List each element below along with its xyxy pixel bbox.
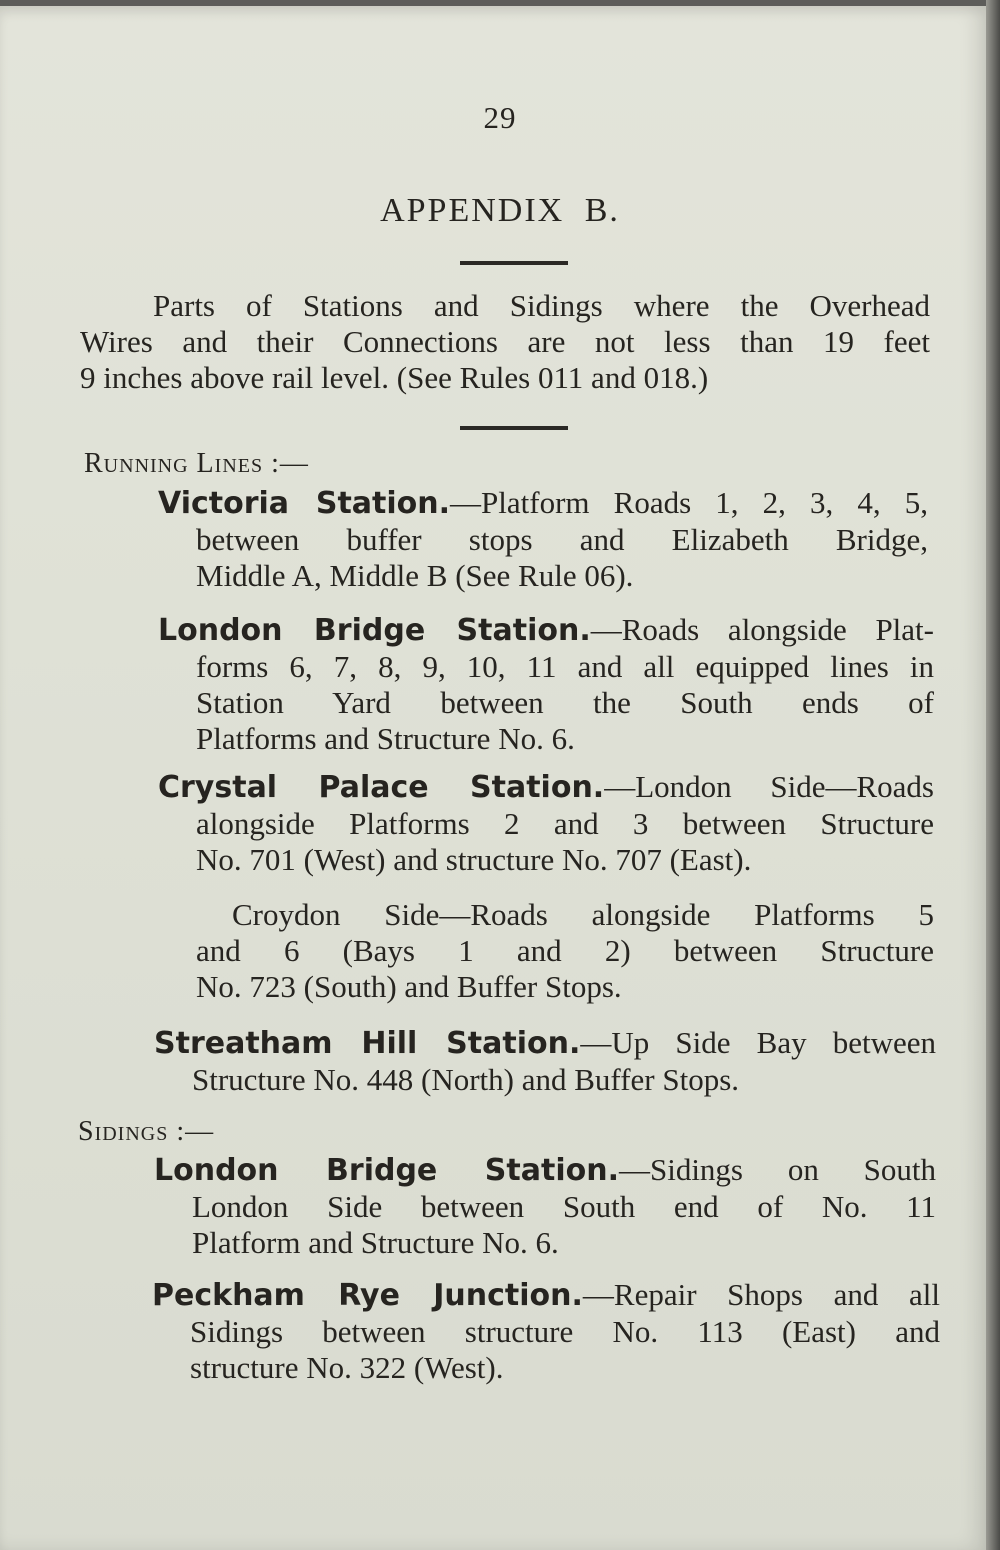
entry-sidings-london-bridge bbox=[154, 1152, 936, 1261]
entry-victoria bbox=[158, 485, 928, 594]
entry-text: —Platform Roads 1, 2, 3, 4, 5, bbox=[450, 485, 928, 520]
entry-text: —Up Side Bay between bbox=[580, 1025, 937, 1060]
entry-text: Platform and Structure No. 6. bbox=[192, 1225, 559, 1260]
entry-text: —Repair Shops and all bbox=[582, 1277, 940, 1312]
station-name: London Bridge Station. bbox=[158, 613, 591, 648]
station-name: Crystal Palace Station. bbox=[158, 770, 605, 805]
divider-rule bbox=[460, 261, 568, 265]
entry-text: and 6 (Bays 1 and 2) between Structure bbox=[196, 933, 934, 968]
entry-text: —Sidings on South bbox=[618, 1152, 936, 1187]
appendix-title: APPENDIX B. bbox=[380, 192, 620, 229]
station-name: Victoria Station. bbox=[158, 486, 451, 521]
entry-london-bridge bbox=[158, 612, 934, 757]
entry-text: Croydon Side—Roads alongside Platforms 5 bbox=[232, 897, 934, 932]
entry-text: structure No. 322 (West). bbox=[190, 1350, 504, 1385]
page-edge bbox=[986, 0, 1000, 1550]
entry-crystal-palace-croydon bbox=[196, 897, 934, 1005]
section-heading-running-lines: Running Lines :— bbox=[84, 448, 309, 479]
entry-peckham-rye bbox=[152, 1277, 940, 1386]
entry-text: —London Side—Roads bbox=[604, 769, 934, 804]
section-heading-sidings: Sidings :— bbox=[78, 1116, 215, 1147]
intro-line: Parts of Stations and Sidings where the Overhead bbox=[153, 288, 930, 323]
intro-paragraph bbox=[80, 288, 930, 396]
entry-streatham-hill bbox=[154, 1025, 936, 1098]
entry-crystal-palace bbox=[158, 769, 934, 878]
station-name: Streatham Hill Station. bbox=[154, 1026, 581, 1061]
entry-text: Platforms and Structure No. 6. bbox=[196, 721, 575, 756]
entry-text: Structure No. 448 (North) and Buffer Stops. bbox=[192, 1062, 740, 1097]
entry-text: alongside Platforms 2 and 3 between Structure bbox=[196, 806, 934, 841]
entry-text: London Side between South end of No. 11 bbox=[192, 1189, 936, 1224]
entry-text: Station Yard between the South ends of bbox=[196, 685, 934, 720]
entry-text: Middle A, Middle B (See Rule 06). bbox=[196, 558, 634, 593]
station-name: London Bridge Station. bbox=[154, 1153, 619, 1188]
intro-line: Wires and their Connections are not less than 19 feet bbox=[80, 324, 930, 359]
page-number: 29 bbox=[483, 100, 517, 135]
entry-text: No. 701 (West) and structure No. 707 (East). bbox=[196, 842, 752, 877]
divider-rule bbox=[460, 426, 568, 430]
intro-line: 9 inches above rail level. (See Rules 011 and 018.) bbox=[80, 360, 709, 395]
entry-text: Sidings between structure No. 113 (East) and bbox=[190, 1314, 940, 1349]
entry-text: —Roads alongside Plat- bbox=[590, 612, 934, 647]
entry-text: between buffer stops and Elizabeth Bridge, bbox=[196, 522, 928, 557]
station-name: Peckham Rye Junction. bbox=[152, 1278, 583, 1313]
entry-text: No. 723 (South) and Buffer Stops. bbox=[196, 969, 622, 1004]
entry-text: forms 6, 7, 8, 9, 10, 11 and all equipped lines in bbox=[196, 649, 934, 684]
